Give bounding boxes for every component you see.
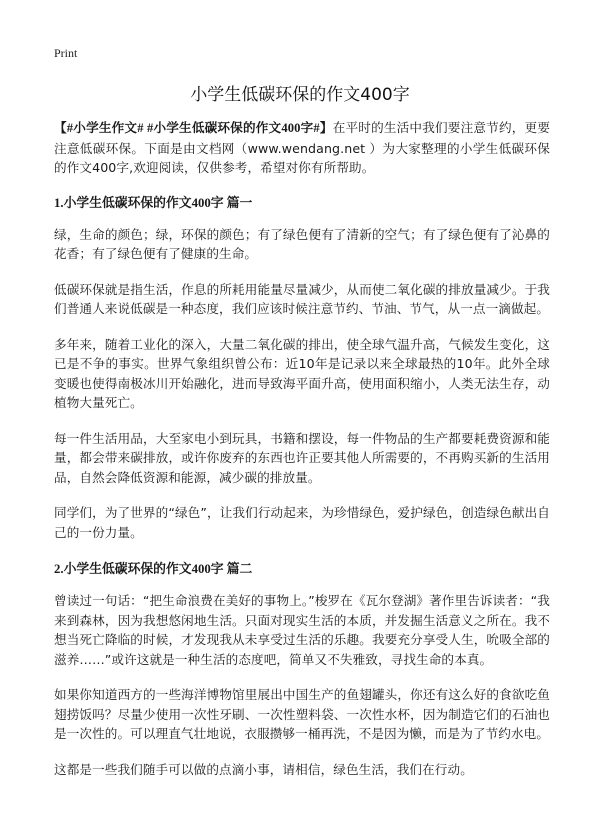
section-1-paragraph-4: 每一件生活用品，大至家电小到玩具，书籍和摆设，每一件物品的生产都要耗费资源和能量，都会带来碳排放，或许你废弃的东西也许正要其他人所需要的，不再购买新的生活用品，自然会降低资源和能源，减少碳的排放量。 (54, 430, 550, 485)
section-2-paragraph-3: 这都是一些我们随手可以做的点滴小事，请相信，绿色生活，我们在行动。 (54, 761, 473, 777)
section-1-paragraph-3: 多年来，随着工业化的深入，大量二氧化碳的排出，使全球气温升高，气候发生变化，这已是不争的事实。世界气象组织曾公布：近10年是记录以来全球最热的10年。此外全球变暖也使得南极冰川开始融化，进而导致海平面升高，使用面积缩小，人类无法生存，动植物大量死亡。 (54, 336, 550, 410)
print-link[interactable]: Print (54, 46, 78, 60)
section-2-paragraph-2: 如果你知道西方的一些海洋博物馆里展出中国生产的鱼翅罐头，你还有这么好的食欲吃鱼翅捞饭吗？尽量少使用一次性牙刷、一次性塑料袋、一次性水杯，因为制造它们的石油也是一次性的。可以理直气壮地说，衣服攒够一桶再洗，不是因为懒，而是为了节约水电。 (54, 687, 550, 741)
intro-text: 在平时的生活中我们要注意节约，更要注意低碳环保。下面是由文档网（www.wendang.net ）为大家整理的小学生低碳环保的作文400字,欢迎阅读，仅供参考，希望对你有所帮助。 (54, 120, 551, 175)
intro-paragraph (54, 118, 550, 178)
section-1-paragraph-1: 绿，生命的颜色；绿，环保的颜色；有了绿色便有了清新的空气；有了绿色便有了沁鼻的花香；有了绿色便有了健康的生命。 (54, 226, 550, 261)
section-heading-2: 2.小学生低碳环保的作文400字 篇二 (54, 562, 253, 576)
intro-tag: 【#小学生作文# #小学生低碳环保的作文400字#】 (54, 121, 333, 135)
section-heading-1: 1.小学生低碳环保的作文400字 篇一 (54, 195, 253, 210)
section-2-paragraph-1: 曾读过一句话：“把生命浪费在美好的事物上。”梭罗在《瓦尔登湖》著作里告诉读者：“我来到森林，因为我想悠闲地生活。只面对现实生活的本质，并发掘生活意义之所在。我不想当死亡降临的时候，才发现我从未享受过生活的乐趣。我要充分享受人生，吮吸全部的滋养……”或许这就是一种生活的态度吧，简单又不失雅致，寻找生命的本真。 (54, 593, 550, 667)
page-title: 小学生低碳环保的作文400字 (190, 85, 410, 105)
article-body (54, 118, 550, 795)
section-1-paragraph-2: 低碳环保就是指生活，作息的所耗用能量尽量减少，从而使二氧化碳的排放量减少。于我们普通人来说低碳是一种态度，我们应该时候注意节约、节油、节气，从一点一滴做起。 (54, 281, 550, 316)
section-1-paragraph-5: 同学们，为了世界的“绿色”，让我们行动起来，为珍惜绿色，爱护绿色，创造绿色献出自己的一份力量。 (54, 505, 550, 540)
